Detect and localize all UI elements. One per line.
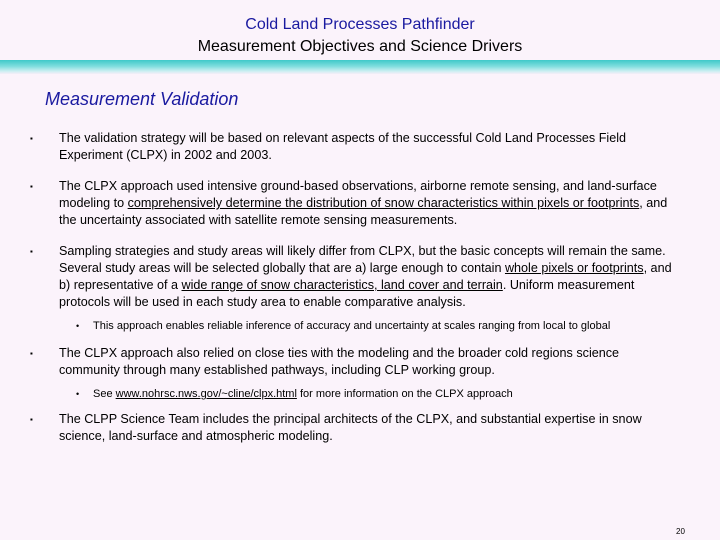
section-title: Measurement Validation (45, 89, 239, 109)
underlined-text: comprehensively determine the distribution of snow characteristics within pixels or footprints (127, 196, 640, 210)
bullet-item-science-team (30, 411, 680, 445)
bullet-text: The CLPX approach also relied on close ties with the modeling and the broader cold regions science community through many established pathways, including CLP working group. (59, 346, 620, 377)
bullet-text: Sampling strategies and study areas will likely differ from CLPX, but the basic concepts will remain the same. Several study areas will be selected globally that are a) large enough to contain (59, 244, 666, 275)
bullet-text: The validation strategy will be based on relevant aspects of the successful Cold Land Processes Field Experiment (CLPX) in 2002 and 2003. (59, 131, 627, 162)
slide-title: Cold Land Processes Pathfinder (245, 16, 475, 33)
bullet-text: The CLPP Science Team includes the principal architects of the CLPX, and substantial expertise in snow science, land-surface and atmospheric modeling. (59, 412, 642, 443)
square-bullet-icon: ▪ (30, 182, 33, 191)
page-number: 20 (676, 527, 685, 536)
sub-bullet-text: This approach enables reliable inference of accuracy and uncertainty at scales ranging from local to global (93, 320, 611, 332)
slide-header (0, 0, 720, 60)
bullet-text: The CLPX approach used intensive ground-based observations, airborne remote sensing, and land-surface modeling to (59, 179, 657, 210)
underlined-text: wide range of snow characteristics, land cover and terrain (181, 278, 503, 292)
round-bullet-icon: • (76, 389, 80, 399)
sub-bullet-item-see-link (30, 387, 680, 401)
sub-bullet-item-inference (30, 319, 680, 333)
bullet-item-modeling-ties (30, 345, 680, 379)
underlined-text: whole pixels or footprints (504, 261, 644, 275)
square-bullet-icon: ▪ (30, 415, 33, 424)
bullet-item-sampling-strategies (30, 243, 680, 311)
bullet-text: , and b) representative of a (59, 261, 672, 292)
square-bullet-icon: ▪ (30, 349, 33, 358)
bullet-text: . Uniform measurement protocols will be used in each study area to enable comparative analysis. (59, 278, 635, 309)
sub-bullet-text: See (93, 388, 116, 400)
bullet-item-clpx-approach (30, 178, 680, 229)
round-bullet-icon: • (76, 321, 80, 331)
bullet-list (30, 130, 680, 445)
bullet-item-validation-strategy (30, 130, 680, 164)
sub-bullet-text: for more information on the CLPX approach (296, 388, 513, 400)
clpx-link[interactable]: www.nohrsc.nws.gov/~cline/clpx.html (115, 388, 297, 400)
header-divider-bar (0, 60, 720, 74)
slide-subtitle: Measurement Objectives and Science Drivers (197, 38, 523, 55)
square-bullet-icon: ▪ (30, 134, 33, 143)
bullet-text: , and the uncertainty associated with satellite remote sensing measurements. (59, 196, 668, 227)
square-bullet-icon: ▪ (30, 247, 33, 256)
